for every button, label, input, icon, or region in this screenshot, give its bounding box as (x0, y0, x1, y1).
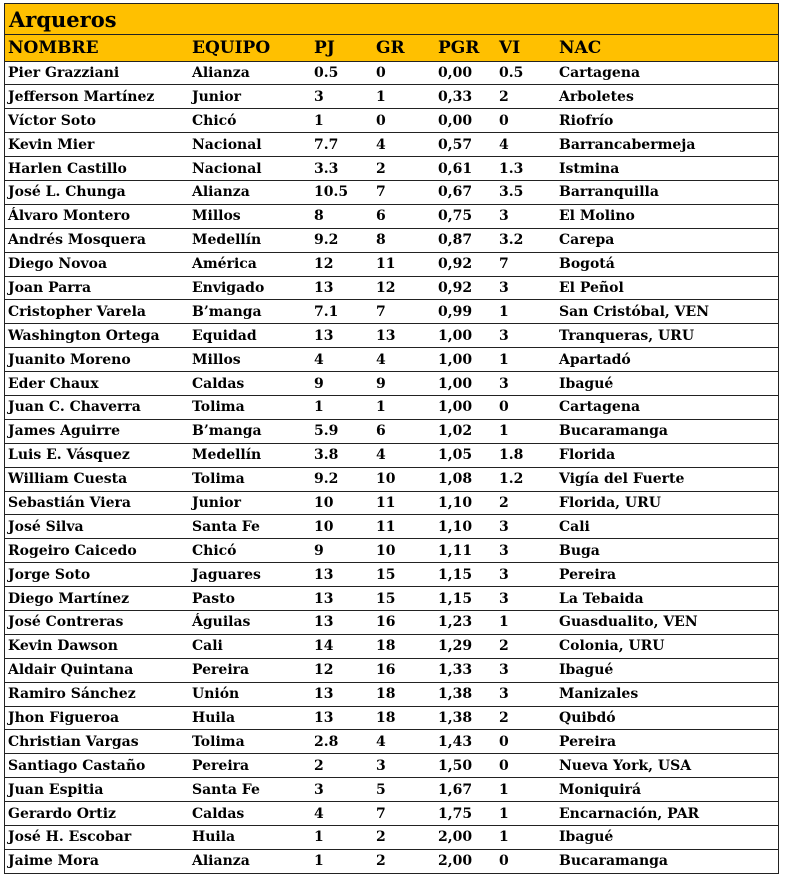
table-row (5, 276, 778, 300)
clean-sheets-cell: 0 (496, 849, 556, 873)
goals-per-match-cell: 1,38 (435, 682, 496, 706)
goals-per-match-cell: 1,75 (435, 802, 496, 826)
goals-received-cell: 5 (373, 778, 435, 802)
birthplace-cell: Cartagena (556, 395, 778, 419)
matches-played-cell: 10 (311, 515, 373, 539)
player-name-cell: José H. Escobar (5, 826, 189, 850)
column-header-equipo: EQUIPO (189, 35, 311, 61)
birthplace-cell: Istmina (556, 157, 778, 181)
table-row (5, 730, 778, 754)
matches-played-cell: 8 (311, 204, 373, 228)
column-header-pgr: PGR (435, 35, 496, 61)
clean-sheets-cell: 1.2 (496, 467, 556, 491)
matches-played-cell: 1 (311, 109, 373, 133)
goals-received-cell: 4 (373, 730, 435, 754)
goals-received-cell: 4 (373, 133, 435, 157)
matches-played-cell: 10.5 (311, 180, 373, 204)
table-row (5, 395, 778, 419)
team-cell: Santa Fe (189, 778, 311, 802)
goals-received-cell: 8 (373, 228, 435, 252)
team-cell: Medellín (189, 443, 311, 467)
goals-per-match-cell: 1,00 (435, 395, 496, 419)
table-row (5, 109, 778, 133)
player-name-cell: Diego Martínez (5, 587, 189, 611)
goals-received-cell: 16 (373, 610, 435, 634)
goals-per-match-cell: 1,05 (435, 443, 496, 467)
goals-per-match-cell: 1,38 (435, 706, 496, 730)
matches-played-cell: 5.9 (311, 419, 373, 443)
goals-per-match-cell: 1,43 (435, 730, 496, 754)
team-cell: Tolima (189, 730, 311, 754)
player-name-cell: Pier Grazziani (5, 61, 189, 85)
sheet-title: Arqueros (5, 4, 778, 35)
matches-played-cell: 2 (311, 754, 373, 778)
clean-sheets-cell: 2 (496, 634, 556, 658)
team-cell: Huila (189, 706, 311, 730)
team-cell: Millos (189, 348, 311, 372)
clean-sheets-cell: 2 (496, 85, 556, 109)
clean-sheets-cell: 3 (496, 515, 556, 539)
goals-per-match-cell: 1,08 (435, 467, 496, 491)
goals-per-match-cell: 0,33 (435, 85, 496, 109)
player-name-cell: José Contreras (5, 610, 189, 634)
player-name-cell: Juan C. Chaverra (5, 395, 189, 419)
matches-played-cell: 3.3 (311, 157, 373, 181)
matches-played-cell: 13 (311, 276, 373, 300)
goals-received-cell: 18 (373, 706, 435, 730)
goals-per-match-cell: 0,61 (435, 157, 496, 181)
player-name-cell: Sebastián Viera (5, 491, 189, 515)
player-name-cell: José L. Chunga (5, 180, 189, 204)
player-name-cell: James Aguirre (5, 419, 189, 443)
table-row (5, 180, 778, 204)
matches-played-cell: 0.5 (311, 61, 373, 85)
goals-received-cell: 18 (373, 682, 435, 706)
birthplace-cell: El Peñol (556, 276, 778, 300)
team-cell: Millos (189, 204, 311, 228)
goals-received-cell: 15 (373, 587, 435, 611)
clean-sheets-cell: 3 (496, 682, 556, 706)
birthplace-cell: Vigía del Fuerte (556, 467, 778, 491)
column-header-vi: VI (496, 35, 556, 61)
matches-played-cell: 13 (311, 610, 373, 634)
clean-sheets-cell: 3 (496, 372, 556, 396)
clean-sheets-cell: 3 (496, 587, 556, 611)
matches-played-cell: 1 (311, 395, 373, 419)
table-row (5, 61, 778, 85)
team-cell: Envigado (189, 276, 311, 300)
clean-sheets-cell: 0 (496, 109, 556, 133)
goals-per-match-cell: 1,02 (435, 419, 496, 443)
player-name-cell: Jefferson Martínez (5, 85, 189, 109)
goals-per-match-cell: 1,29 (435, 634, 496, 658)
table-row (5, 372, 778, 396)
goals-received-cell: 3 (373, 754, 435, 778)
table-row (5, 133, 778, 157)
birthplace-cell: Moniquirá (556, 778, 778, 802)
goals-received-cell: 11 (373, 515, 435, 539)
team-cell: Caldas (189, 802, 311, 826)
team-cell: Nacional (189, 157, 311, 181)
table-row (5, 754, 778, 778)
team-cell: Águilas (189, 610, 311, 634)
goals-received-cell: 9 (373, 372, 435, 396)
matches-played-cell: 13 (311, 324, 373, 348)
matches-played-cell: 3.8 (311, 443, 373, 467)
goals-per-match-cell: 0,57 (435, 133, 496, 157)
player-name-cell: Víctor Soto (5, 109, 189, 133)
team-cell: Cali (189, 634, 311, 658)
team-cell: Equidad (189, 324, 311, 348)
birthplace-cell: Arboletes (556, 85, 778, 109)
birthplace-cell: Colonia, URU (556, 634, 778, 658)
clean-sheets-cell: 1 (496, 802, 556, 826)
matches-played-cell: 12 (311, 252, 373, 276)
table-row (5, 563, 778, 587)
goals-per-match-cell: 0,75 (435, 204, 496, 228)
birthplace-cell: El Molino (556, 204, 778, 228)
table-row (5, 515, 778, 539)
player-name-cell: Diego Novoa (5, 252, 189, 276)
team-cell: Pasto (189, 587, 311, 611)
clean-sheets-cell: 1.8 (496, 443, 556, 467)
player-name-cell: Rogeiro Caicedo (5, 539, 189, 563)
goals-per-match-cell: 1,33 (435, 658, 496, 682)
matches-played-cell: 4 (311, 802, 373, 826)
goals-received-cell: 1 (373, 85, 435, 109)
table-row (5, 658, 778, 682)
matches-played-cell: 14 (311, 634, 373, 658)
clean-sheets-cell: 4 (496, 133, 556, 157)
birthplace-cell: Buga (556, 539, 778, 563)
player-name-cell: Joan Parra (5, 276, 189, 300)
goals-received-cell: 2 (373, 826, 435, 850)
table-row (5, 300, 778, 324)
team-cell: Pereira (189, 658, 311, 682)
header-row (5, 35, 778, 61)
clean-sheets-cell: 0 (496, 730, 556, 754)
goals-per-match-cell: 1,50 (435, 754, 496, 778)
player-name-cell: Andrés Mosquera (5, 228, 189, 252)
team-cell: Santa Fe (189, 515, 311, 539)
table-row (5, 682, 778, 706)
goals-received-cell: 0 (373, 109, 435, 133)
goals-received-cell: 12 (373, 276, 435, 300)
team-cell: B’manga (189, 419, 311, 443)
clean-sheets-cell: 3 (496, 276, 556, 300)
birthplace-cell: Tranqueras, URU (556, 324, 778, 348)
table-row (5, 826, 778, 850)
table-row (5, 157, 778, 181)
goals-per-match-cell: 1,67 (435, 778, 496, 802)
table-row (5, 252, 778, 276)
team-cell: Medellín (189, 228, 311, 252)
goals-per-match-cell: 2,00 (435, 849, 496, 873)
team-cell: Chicó (189, 539, 311, 563)
clean-sheets-cell: 3 (496, 204, 556, 228)
goals-received-cell: 1 (373, 395, 435, 419)
goals-received-cell: 4 (373, 443, 435, 467)
player-name-cell: Juanito Moreno (5, 348, 189, 372)
matches-played-cell: 9.2 (311, 467, 373, 491)
clean-sheets-cell: 1.3 (496, 157, 556, 181)
birthplace-cell: Manizales (556, 682, 778, 706)
table-row (5, 706, 778, 730)
table-row (5, 85, 778, 109)
birthplace-cell: Ibagué (556, 658, 778, 682)
player-name-cell: Eder Chaux (5, 372, 189, 396)
table-row (5, 228, 778, 252)
goals-received-cell: 11 (373, 491, 435, 515)
column-header-pj: PJ (311, 35, 373, 61)
goals-per-match-cell: 1,00 (435, 372, 496, 396)
player-name-cell: Gerardo Ortiz (5, 802, 189, 826)
table-row (5, 634, 778, 658)
birthplace-cell: San Cristóbal, VEN (556, 300, 778, 324)
birthplace-cell: La Tebaida (556, 587, 778, 611)
player-name-cell: Jhon Figueroa (5, 706, 189, 730)
clean-sheets-cell: 1 (496, 778, 556, 802)
player-name-cell: Santiago Castaño (5, 754, 189, 778)
goals-received-cell: 10 (373, 539, 435, 563)
column-header-gr: GR (373, 35, 435, 61)
player-name-cell: Juan Espitia (5, 778, 189, 802)
team-cell: Huila (189, 826, 311, 850)
goals-received-cell: 4 (373, 348, 435, 372)
matches-played-cell: 1 (311, 826, 373, 850)
birthplace-cell: Guasdualito, VEN (556, 610, 778, 634)
player-name-cell: Cristopher Varela (5, 300, 189, 324)
clean-sheets-cell: 3.2 (496, 228, 556, 252)
goalkeepers-table (5, 35, 778, 874)
birthplace-cell: Riofrío (556, 109, 778, 133)
player-name-cell: Álvaro Montero (5, 204, 189, 228)
birthplace-cell: Ibagué (556, 372, 778, 396)
goals-received-cell: 7 (373, 180, 435, 204)
goals-received-cell: 6 (373, 204, 435, 228)
clean-sheets-cell: 1 (496, 610, 556, 634)
matches-played-cell: 9 (311, 539, 373, 563)
birthplace-cell: Apartadó (556, 348, 778, 372)
matches-played-cell: 13 (311, 587, 373, 611)
goals-per-match-cell: 1,00 (435, 348, 496, 372)
table-row (5, 539, 778, 563)
goals-received-cell: 7 (373, 802, 435, 826)
birthplace-cell: Florida, URU (556, 491, 778, 515)
birthplace-cell: Barrancabermeja (556, 133, 778, 157)
goals-per-match-cell: 1,11 (435, 539, 496, 563)
goals-per-match-cell: 1,23 (435, 610, 496, 634)
table-row (5, 802, 778, 826)
player-name-cell: Luis E. Vásquez (5, 443, 189, 467)
goals-per-match-cell: 0,67 (435, 180, 496, 204)
matches-played-cell: 1 (311, 849, 373, 873)
matches-played-cell: 7.7 (311, 133, 373, 157)
player-name-cell: Jorge Soto (5, 563, 189, 587)
team-cell: Nacional (189, 133, 311, 157)
table-row (5, 443, 778, 467)
goals-received-cell: 0 (373, 61, 435, 85)
birthplace-cell: Florida (556, 443, 778, 467)
goals-per-match-cell: 0,99 (435, 300, 496, 324)
player-name-cell: Jaime Mora (5, 849, 189, 873)
player-name-cell: José Silva (5, 515, 189, 539)
matches-played-cell: 4 (311, 348, 373, 372)
goals-received-cell: 15 (373, 563, 435, 587)
player-name-cell: Harlen Castillo (5, 157, 189, 181)
team-cell: Junior (189, 85, 311, 109)
birthplace-cell: Nueva York, USA (556, 754, 778, 778)
clean-sheets-cell: 1 (496, 300, 556, 324)
goals-per-match-cell: 0,00 (435, 61, 496, 85)
goalkeepers-sheet (4, 3, 779, 874)
clean-sheets-cell: 0.5 (496, 61, 556, 85)
team-cell: Alianza (189, 849, 311, 873)
clean-sheets-cell: 1 (496, 826, 556, 850)
clean-sheets-cell: 3 (496, 658, 556, 682)
birthplace-cell: Bogotá (556, 252, 778, 276)
clean-sheets-cell: 3 (496, 539, 556, 563)
table-row (5, 324, 778, 348)
goals-per-match-cell: 1,15 (435, 563, 496, 587)
goals-received-cell: 2 (373, 157, 435, 181)
matches-played-cell: 13 (311, 563, 373, 587)
goals-per-match-cell: 0,92 (435, 276, 496, 300)
matches-played-cell: 9 (311, 372, 373, 396)
goals-per-match-cell: 1,10 (435, 491, 496, 515)
table-row (5, 849, 778, 873)
clean-sheets-cell: 3.5 (496, 180, 556, 204)
team-cell: Junior (189, 491, 311, 515)
table-row (5, 204, 778, 228)
team-cell: Chicó (189, 109, 311, 133)
table-row (5, 778, 778, 802)
player-name-cell: William Cuesta (5, 467, 189, 491)
player-name-cell: Aldair Quintana (5, 658, 189, 682)
table-row (5, 587, 778, 611)
matches-played-cell: 2.8 (311, 730, 373, 754)
birthplace-cell: Cartagena (556, 61, 778, 85)
clean-sheets-cell: 2 (496, 706, 556, 730)
goals-per-match-cell: 1,10 (435, 515, 496, 539)
table-row (5, 610, 778, 634)
birthplace-cell: Carepa (556, 228, 778, 252)
goals-received-cell: 7 (373, 300, 435, 324)
matches-played-cell: 9.2 (311, 228, 373, 252)
goals-received-cell: 6 (373, 419, 435, 443)
column-header-nac: NAC (556, 35, 778, 61)
team-cell: Tolima (189, 467, 311, 491)
goals-received-cell: 10 (373, 467, 435, 491)
goals-per-match-cell: 0,87 (435, 228, 496, 252)
goals-received-cell: 16 (373, 658, 435, 682)
birthplace-cell: Ibagué (556, 826, 778, 850)
clean-sheets-cell: 1 (496, 419, 556, 443)
clean-sheets-cell: 7 (496, 252, 556, 276)
team-cell: Pereira (189, 754, 311, 778)
team-cell: Jaguares (189, 563, 311, 587)
birthplace-cell: Pereira (556, 730, 778, 754)
team-cell: Alianza (189, 180, 311, 204)
goals-received-cell: 11 (373, 252, 435, 276)
goals-received-cell: 2 (373, 849, 435, 873)
matches-played-cell: 13 (311, 682, 373, 706)
goals-per-match-cell: 2,00 (435, 826, 496, 850)
goals-per-match-cell: 0,92 (435, 252, 496, 276)
clean-sheets-cell: 3 (496, 324, 556, 348)
birthplace-cell: Pereira (556, 563, 778, 587)
goals-received-cell: 18 (373, 634, 435, 658)
team-cell: Tolima (189, 395, 311, 419)
goals-per-match-cell: 1,00 (435, 324, 496, 348)
team-cell: Alianza (189, 61, 311, 85)
team-cell: Caldas (189, 372, 311, 396)
birthplace-cell: Bucaramanga (556, 419, 778, 443)
table-row (5, 419, 778, 443)
birthplace-cell: Encarnación, PAR (556, 802, 778, 826)
birthplace-cell: Bucaramanga (556, 849, 778, 873)
player-name-cell: Kevin Mier (5, 133, 189, 157)
column-header-nombre: NOMBRE (5, 35, 189, 61)
clean-sheets-cell: 3 (496, 563, 556, 587)
player-name-cell: Washington Ortega (5, 324, 189, 348)
table-row (5, 467, 778, 491)
birthplace-cell: Quibdó (556, 706, 778, 730)
player-name-cell: Kevin Dawson (5, 634, 189, 658)
player-name-cell: Christian Vargas (5, 730, 189, 754)
matches-played-cell: 12 (311, 658, 373, 682)
matches-played-cell: 10 (311, 491, 373, 515)
clean-sheets-cell: 0 (496, 754, 556, 778)
goals-per-match-cell: 1,15 (435, 587, 496, 611)
goals-per-match-cell: 0,00 (435, 109, 496, 133)
team-cell: B’manga (189, 300, 311, 324)
matches-played-cell: 3 (311, 85, 373, 109)
clean-sheets-cell: 0 (496, 395, 556, 419)
table-row (5, 491, 778, 515)
birthplace-cell: Cali (556, 515, 778, 539)
matches-played-cell: 13 (311, 706, 373, 730)
matches-played-cell: 7.1 (311, 300, 373, 324)
table-row (5, 348, 778, 372)
clean-sheets-cell: 1 (496, 348, 556, 372)
goals-received-cell: 13 (373, 324, 435, 348)
birthplace-cell: Barranquilla (556, 180, 778, 204)
player-name-cell: Ramiro Sánchez (5, 682, 189, 706)
team-cell: América (189, 252, 311, 276)
clean-sheets-cell: 2 (496, 491, 556, 515)
team-cell: Unión (189, 682, 311, 706)
matches-played-cell: 3 (311, 778, 373, 802)
